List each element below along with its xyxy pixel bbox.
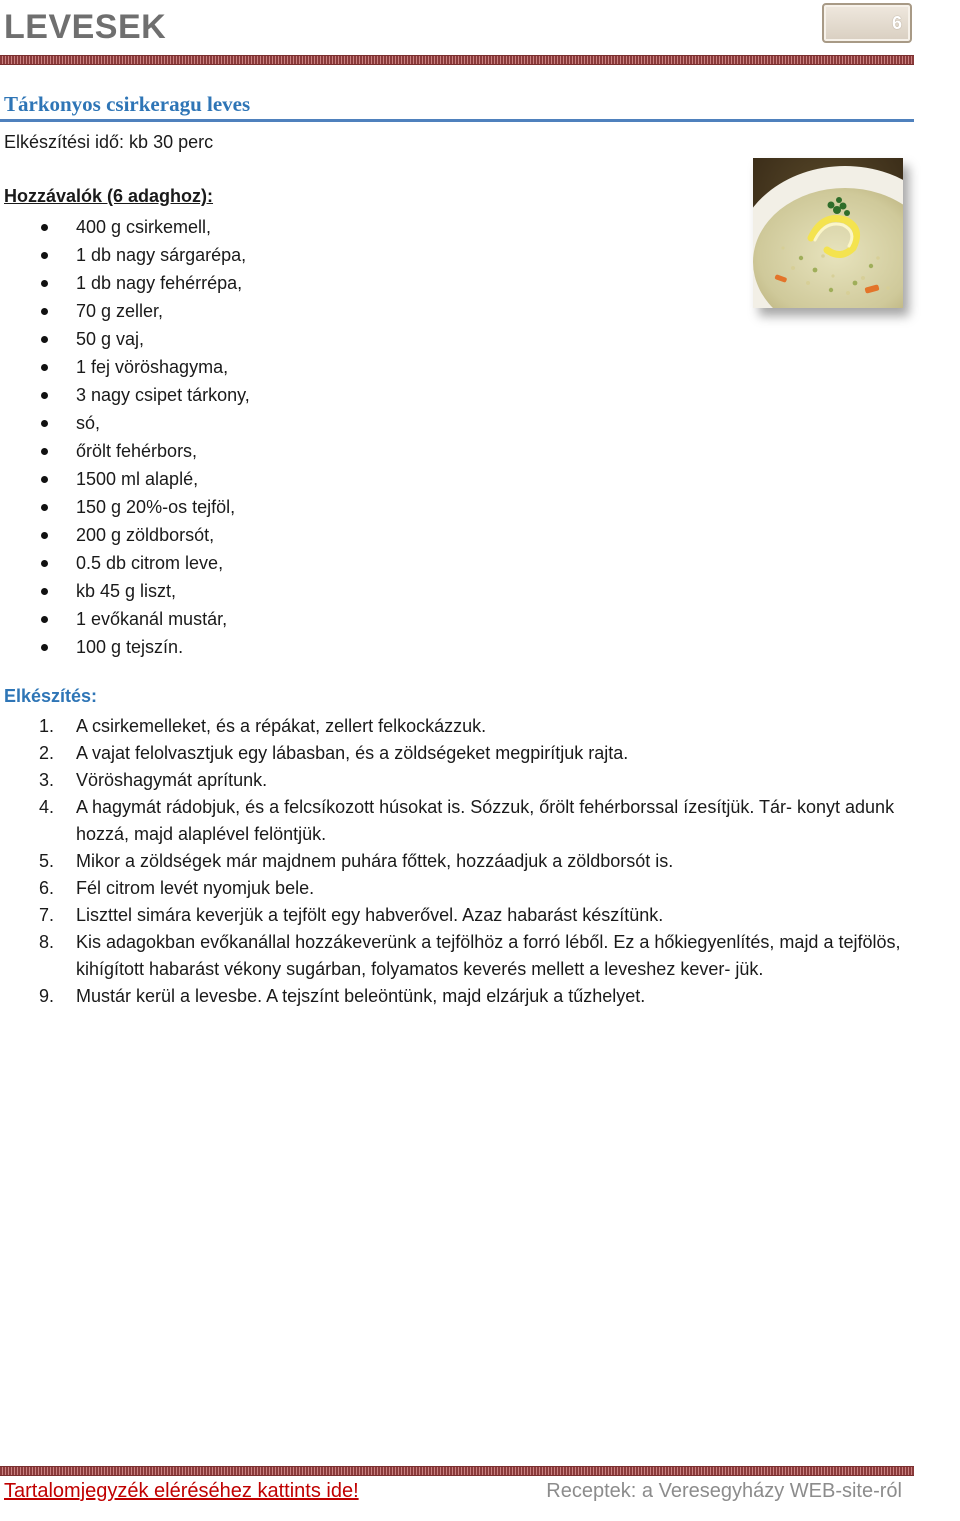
ingredient-text: 3 nagy csipet tárkony, [76,385,250,405]
title-rule [0,119,914,122]
step-number: 9. [39,986,55,1006]
ingredient-text: 100 g tejszín. [76,637,184,657]
step-text: Mustár kerül a levesbe. A tejszínt beleöntünk, majd elzárjuk a tűzhelyet. [76,986,646,1006]
bullet-icon [41,560,48,567]
ingredient-text: 1500 ml alaplé, [76,469,199,489]
page-header [0,0,914,66]
bullet-icon [41,616,48,623]
ingredient-item [0,269,250,297]
ingredient-text: 50 g vaj, [76,329,145,349]
ingredient-item [0,493,250,521]
bullet-icon [41,336,48,343]
step-number: 1. [39,716,55,736]
step-number: 8. [39,932,55,952]
bullet-icon [41,392,48,399]
ingredient-item [0,465,250,493]
step-text: A csirkemelleket, és a répákat, zellert felkockázzuk. [76,716,487,736]
ingredients-list [0,213,250,661]
chapter-title: LEVESEK [4,8,167,46]
bullet-icon [41,420,48,427]
footer-rule [0,1466,914,1476]
footer-source: Receptek: a Veresegyházy WEB-site-ról [546,1480,902,1502]
soup-image [753,158,903,308]
step-item [0,794,914,848]
soup-photo [753,158,903,308]
bullet-icon [41,224,48,231]
ingredient-item [0,577,250,605]
step-text: A hagymát rádobjuk, és a felcsíkozott húsokat is. Sózzuk, őrölt fehérborssal ízesítjük. Tár- konyt adunk hozzá, majd alaplével felöntjük. [76,797,895,844]
step-text: Kis adagokban evőkanállal hozzákeverünk a tejfölhöz a forró léből. Ez a hőkiegyenlítés, majd a tejfölös, kihígított habarást vékony sugárban, folyamatos keverés mellett a leveshez kever- jük. [76,932,901,979]
step-text: Vöröshagymát aprítunk. [76,770,268,790]
step-item [0,983,914,1010]
step-item [0,875,914,902]
ingredient-text: 70 g zeller, [76,301,164,321]
prep-time: Elkészítési idő: kb 30 perc [4,132,214,152]
step-number: 2. [39,743,55,763]
ingredient-text: kb 45 g liszt, [76,581,177,601]
step-number: 5. [39,851,55,871]
step-item [0,848,914,875]
ingredient-item [0,381,250,409]
ingredient-text: 150 g 20%-os tejföl, [76,497,236,517]
bullet-icon [41,644,48,651]
step-item [0,767,914,794]
ingredient-item [0,437,250,465]
ingredient-text: 400 g csirkemell, [76,217,212,237]
bullet-icon [41,476,48,483]
step-text: A vajat felolvasztjuk egy lábasban, és a zöldségeket megpirítjuk rajta. [76,743,629,763]
ingredient-item [0,633,250,661]
bullet-icon [41,532,48,539]
ingredient-text: 1 fej vöröshagyma, [76,357,229,377]
page-number: 6 [891,13,902,33]
bullet-icon [41,308,48,315]
ingredient-text: 0.5 db citrom leve, [76,553,224,573]
ingredient-text: 1 db nagy sárgarépa, [76,245,247,265]
step-text: Liszttel simára keverjük a tejfölt egy habverővel. Azaz habarást készítünk. [76,905,664,925]
header-rule [0,55,914,65]
step-item [0,740,914,767]
step-number: 4. [39,797,55,817]
ingredient-text: 1 evőkanál mustár, [76,609,228,629]
step-text: Fél citrom levét nyomjuk bele. [76,878,315,898]
ingredient-text: őrölt fehérbors, [76,441,198,461]
step-number: 7. [39,905,55,925]
bullet-icon [41,252,48,259]
method-heading: Elkészítés: [4,686,98,706]
toc-link[interactable]: Tartalomjegyzék eléréséhez kattints ide! [4,1480,359,1502]
ingredient-item [0,213,250,241]
ingredient-item [0,241,250,269]
bullet-icon [41,280,48,287]
ingredient-item [0,605,250,633]
ingredient-text: 200 g zöldborsót, [76,525,215,545]
step-number: 6. [39,878,55,898]
ingredient-item [0,353,250,381]
step-text: Mikor a zöldségek már majdnem puhára főttek, hozzáadjuk a zöldborsót is. [76,851,674,871]
step-number: 3. [39,770,55,790]
recipe-title: Tárkonyos csirkeragu leves [4,92,251,116]
page-number-box [822,3,912,43]
ingredient-item [0,409,250,437]
bullet-icon [41,504,48,511]
step-item [0,929,914,983]
ingredients-heading: Hozzávalók (6 adaghoz): [4,186,214,206]
ingredient-text: 1 db nagy fehérrépa, [76,273,243,293]
ingredient-item [0,521,250,549]
bullet-icon [41,588,48,595]
bullet-icon [41,448,48,455]
ingredient-item [0,297,250,325]
ingredient-text: só, [76,413,101,433]
ingredient-item [0,325,250,353]
step-item [0,902,914,929]
steps-list [0,713,914,1010]
ingredient-item [0,549,250,577]
step-item [0,713,914,740]
bullet-icon [41,364,48,371]
